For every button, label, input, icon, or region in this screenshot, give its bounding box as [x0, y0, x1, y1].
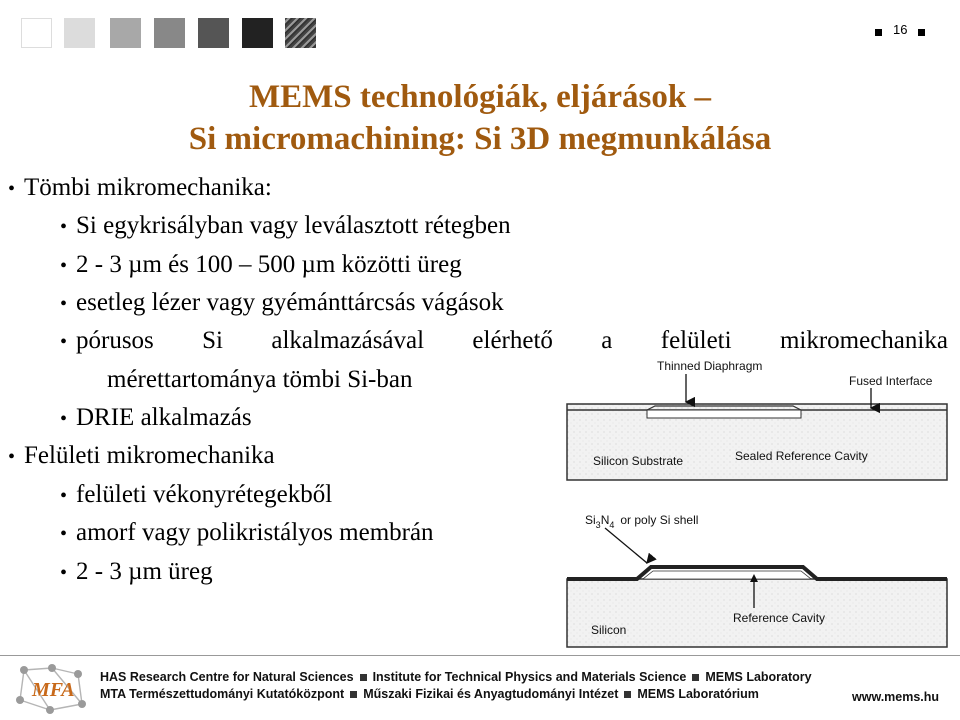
justified-word: elérhető	[472, 327, 553, 354]
bullet-icon: •	[8, 178, 16, 200]
bullet-icon: •	[60, 331, 68, 353]
cross-section-diagram	[555, 352, 955, 652]
footer-divider	[0, 655, 960, 656]
bullet-icon: •	[60, 523, 68, 545]
footer-separator-icon	[624, 691, 631, 698]
subbullet-laser-cutting: • esetleg lézer vagy gyémánttárcsás vágások	[60, 288, 504, 319]
bullet-icon: •	[60, 293, 68, 315]
subbullet-surface-cavity: • 2 - 3 µm üreg	[60, 557, 213, 588]
justified-word: pórusos	[76, 327, 154, 354]
page-number: 16	[893, 22, 908, 37]
label-silicon: Silicon	[591, 623, 627, 637]
label-silicon-substrate: Silicon Substrate	[593, 454, 684, 468]
justified-word: a	[601, 327, 613, 354]
deco-square-mid-gray	[154, 18, 185, 48]
footer-separator-icon	[360, 674, 367, 681]
justified-word: alkalmazásával	[271, 327, 425, 354]
logo-text: MFA	[32, 679, 75, 701]
bullet-surface-micromachining: • Felületi mikromechanika	[8, 441, 275, 472]
mfa-logo-icon	[12, 660, 92, 718]
deco-square-light-gray	[64, 18, 95, 48]
slide-title-line1: MEMS technológiák, eljárások –	[249, 79, 711, 115]
slide-title-line2: Si micromachining: Si 3D megmunkálása	[188, 121, 772, 157]
deco-square-black	[242, 18, 273, 48]
bullet-icon: •	[60, 485, 68, 507]
justified-word: Si	[202, 327, 224, 354]
page-marker-right	[918, 29, 925, 36]
subbullet-surface-thin-films: • felületi vékonyrétegekből	[60, 480, 332, 511]
footer-line-english: HAS Research Centre for Natural Sciences Institute for Technical Physics and Materials Science MEMS Laboratory	[100, 670, 812, 684]
bullet-icon: •	[60, 216, 68, 238]
subbullet-si-single-crystal: • Si egykrisályban vagy leválasztott rétegben	[60, 211, 511, 242]
footer-separator-icon	[350, 691, 357, 698]
bonded-wafer-structure	[567, 404, 947, 480]
shell-arrow	[605, 528, 647, 563]
footer-separator-icon	[692, 674, 699, 681]
reference-cavity-shape	[643, 571, 811, 579]
bullet-icon: •	[60, 255, 68, 277]
bullet-icon: •	[8, 446, 16, 468]
justified-word: felületi	[660, 327, 732, 354]
deco-square-dark-gray	[198, 18, 229, 48]
justified-word: mikromechanika	[779, 327, 948, 354]
deco-square-white	[21, 18, 52, 48]
subbullet-drie: • DRIE alkalmazás	[60, 403, 252, 434]
subbullet-cavity-size: • 2 - 3 µm és 100 – 500 µm közötti üreg	[60, 250, 462, 281]
footer-url: www.mems.hu	[852, 690, 940, 704]
subbullet-membrane: • amorf vagy polikristályos membrán	[60, 518, 434, 549]
sealed-cavity-shape	[647, 410, 801, 418]
label-shell: $Si_3N_4$ or poly Si shell	[585, 513, 699, 530]
bullet-icon: •	[60, 408, 68, 430]
bullet-bulk-micromachining: • Tömbi mikromechanika:	[8, 173, 272, 204]
deco-square-texture	[285, 18, 316, 48]
label-fused-interface: Fused Interface	[849, 374, 933, 388]
label-thinned-diaphragm: Thinned Diaphragm	[657, 359, 763, 373]
cross-section-svg	[555, 352, 955, 652]
bullet-icon: •	[60, 562, 68, 584]
label-sealed-cavity: Sealed Reference Cavity	[735, 449, 868, 463]
label-reference-cavity: Reference Cavity	[733, 611, 826, 625]
page-marker-left	[875, 29, 882, 36]
deco-square-gray	[110, 18, 141, 48]
subbullet-porous-si-continued: mérettartománya tömbi Si-ban	[107, 366, 413, 393]
footer-line-hungarian: MTA Természettudományi Kutatóközpont Műszaki Fizikai és Anyagtudományi Intézet MEMS Laboratórium	[100, 687, 759, 701]
